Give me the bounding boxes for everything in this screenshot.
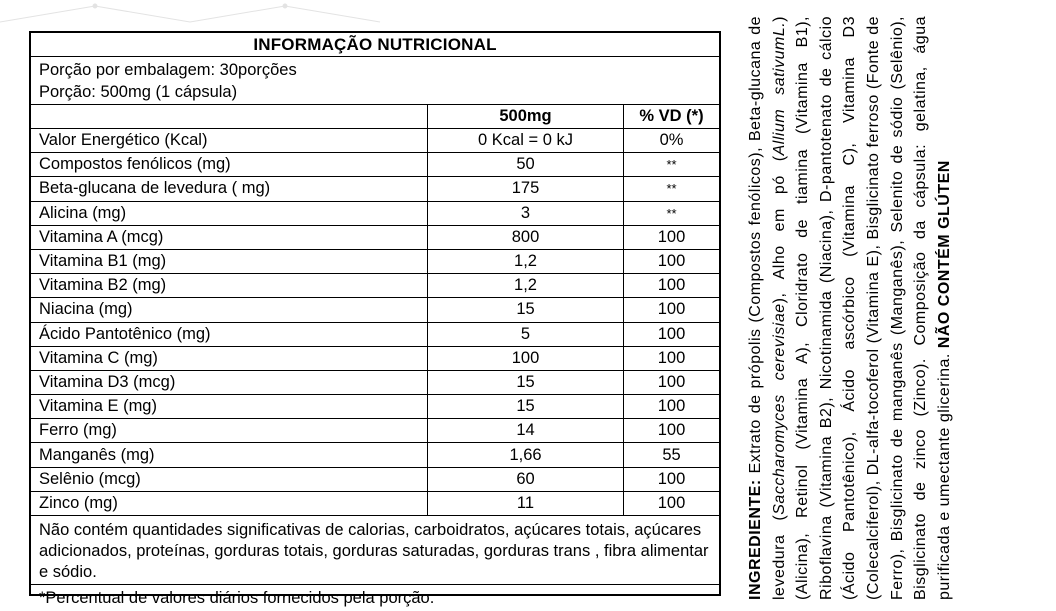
table-row (31, 323, 719, 347)
nutrient-name: Selênio (mcg) (31, 468, 428, 491)
table-row (31, 298, 719, 322)
nutrient-name: Zinco (mg) (31, 492, 428, 515)
nutrient-vd: ** (666, 181, 677, 197)
gluten-warning: NÃO CONTÉM GLÚTEN (935, 160, 953, 349)
table-row (31, 443, 719, 467)
nutrient-amount: 0 Kcal = 0 kJ (428, 129, 624, 152)
nutrient-name: Vitamina A (mcg) (31, 226, 428, 249)
nutrient-amount: 60 (428, 468, 624, 491)
nutrient-amount: 1,2 (428, 274, 624, 297)
table-title: INFORMAÇÃO NUTRICIONAL (31, 33, 719, 57)
nutrient-name: Valor Energético (Kcal) (31, 129, 428, 152)
nutrient-name: Vitamina E (mg) (31, 395, 428, 418)
table-row (31, 492, 719, 516)
ingredients-italic-1: Saccharomyces cerevisiae (770, 303, 788, 515)
nutrient-vd: 100 (657, 348, 686, 367)
nutrient-vd: 100 (657, 493, 686, 512)
table-row (31, 419, 719, 443)
portion-info (31, 57, 719, 105)
nutrient-amount: 15 (428, 395, 624, 418)
nutrient-name: Vitamina B2 (mg) (31, 274, 428, 297)
nutrient-amount: 800 (428, 226, 624, 249)
ingredients-italic-2: Allium sativumL. (770, 21, 788, 156)
nutrient-name: Niacina (mg) (31, 298, 428, 321)
nutrient-vd: 100 (657, 227, 686, 246)
nutrient-amount: 175 (428, 177, 624, 200)
table-row (31, 250, 719, 274)
portions-per-package: Porção por embalagem: 30porções (39, 60, 297, 79)
nutrient-amount: 15 (428, 298, 624, 321)
table-row (31, 347, 719, 371)
ingredients-part-3: ) (Alicina), Retinol (Vitamina A), Cloridrato de tiamina (Vitamina B1), Riboflavina (Vitamina B2), Nicotinamida (Niacina), D-pantotenato de cálcio (Ácido Pantotênico), Ácido ascórbico (Vitamina C), Vitamina D3 (Colecalciferol), DL-alfa-tocoferol (Vitamina E), Bisglicinato ferroso (Fonte de Ferro), Bisglicinato de manganês (Manganês), Selenito de sódio (Selênio), Bisglicinato de zinco (Zinco). Composição da cápsula: gelatina, água purificada e umectante glicerina. (770, 16, 953, 600)
nutrient-vd: 100 (657, 421, 686, 440)
table-row (31, 226, 719, 250)
nutrient-vd: 0% (659, 131, 684, 150)
nutrient-name: Manganês (mg) (31, 443, 428, 466)
table-footnote: *Percentual de valores diários fornecidos pela porção. (39, 588, 435, 607)
nutrient-name: Alicina (mg) (31, 202, 428, 225)
nutrient-amount: 1,2 (428, 250, 624, 273)
nutrient-name: Compostos fenólicos (mg) (31, 153, 428, 176)
nutrient-name: Ácido Pantotênico (mg) (31, 323, 428, 346)
nutrient-vd: 100 (657, 469, 686, 488)
nutrient-vd: 100 (657, 324, 686, 343)
nutrient-name: Vitamina D3 (mcg) (31, 371, 428, 394)
table-row (31, 274, 719, 298)
nutrient-amount: 11 (428, 492, 624, 515)
nutrient-vd: 55 (662, 445, 681, 464)
nutrient-vd: 100 (657, 300, 686, 319)
nutrient-amount: 15 (428, 371, 624, 394)
nutrient-amount: 5 (428, 323, 624, 346)
nutrient-amount: 50 (428, 153, 624, 176)
nutrient-vd: ** (666, 157, 677, 173)
nutrient-name: Beta-glucana de levedura ( mg) (31, 177, 428, 200)
header-vd: % VD (*) (639, 107, 704, 125)
ingredients-part-2: ), Alho em pó ( (770, 155, 788, 304)
nutrient-vd: 100 (657, 276, 686, 295)
table-note: Não contém quantidades significativas de calorias, carboidratos, açúcares totais, açúcares adicionados, proteínas, gorduras totais, gorduras saturadas, gorduras trans , fibra alimentar e sódio. (31, 516, 719, 585)
ingredients-label: INGREDIENTE: (747, 479, 764, 600)
ingredients-panel (744, 16, 981, 600)
header-empty (31, 105, 428, 128)
nutrient-vd: 100 (657, 252, 686, 271)
nutrient-name: Ferro (mg) (31, 419, 428, 442)
table-body (31, 129, 719, 516)
table-row (31, 129, 719, 153)
table-header (31, 105, 719, 129)
portion-size: Porção: 500mg (1 cápsula) (39, 82, 238, 101)
ingredients-part-1: Extrato de própolis (Compostos fenólicos), Beta-glucana de levedura ( (747, 16, 788, 600)
header-amount: 500mg (428, 105, 624, 128)
nutrient-amount: 14 (428, 419, 624, 442)
nutrient-name: Vitamina C (mg) (31, 347, 428, 370)
nutrient-amount: 3 (428, 202, 624, 225)
nutrient-vd: 100 (657, 372, 686, 391)
table-row (31, 468, 719, 492)
table-row (31, 202, 719, 226)
nutrient-name: Vitamina B1 (mg) (31, 250, 428, 273)
ingredients-text (744, 16, 981, 600)
table-row (31, 177, 719, 201)
table-row (31, 371, 719, 395)
nutrient-vd: ** (666, 205, 677, 221)
nutrition-table (29, 31, 721, 607)
nutrient-vd: 100 (657, 397, 686, 416)
table-row (31, 395, 719, 419)
table-row (31, 153, 719, 177)
nutrient-amount: 1,66 (428, 443, 624, 466)
nutrient-amount: 100 (428, 347, 624, 370)
